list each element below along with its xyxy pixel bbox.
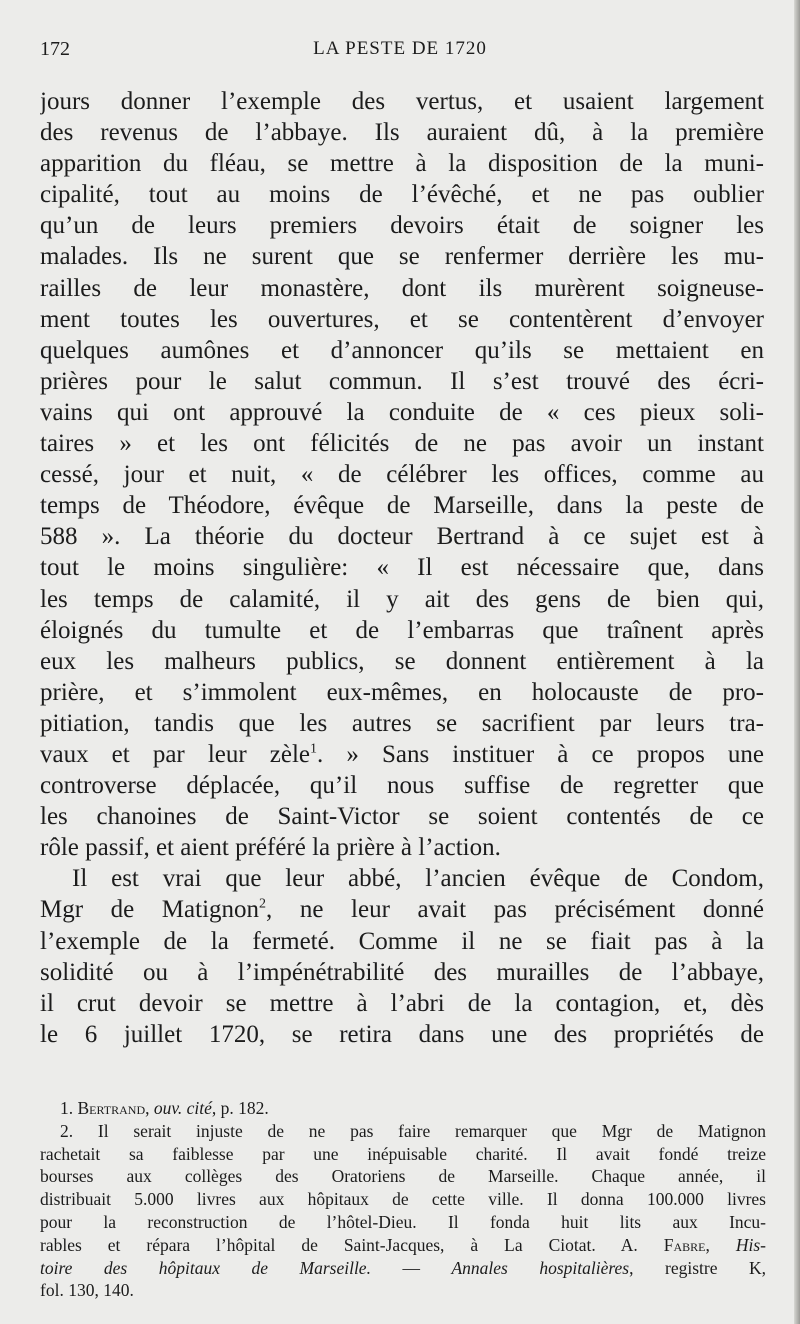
- text-line: malades. Ils ne surent que se renfermer derrière les mu-: [40, 243, 764, 271]
- footnote-2-line: bourses aux collèges des Oratoriens de Marseille. Chaque année, il: [40, 1166, 766, 1187]
- footnote-journal: Annales hospitalières: [451, 1257, 630, 1278]
- text-line: des revenus de l’abbaye. Ils auraient dû, à la première: [40, 119, 764, 147]
- text-line: vains qui ont approuvé la conduite de « ces pieux soli-: [40, 398, 764, 426]
- text-line: les chanoines de Saint-Victor se soient contentés de ce: [40, 803, 764, 831]
- text-line: prière, et s’immolent eux-mêmes, en holocauste de pro-: [40, 678, 764, 706]
- footnote-work: His-: [735, 1234, 766, 1255]
- footnote-ref-2[interactable]: 2: [259, 897, 267, 913]
- page-edge-shadow: [794, 0, 800, 1324]
- text-line: les temps de calamité, il y ait des gens de bien qui,: [40, 585, 764, 613]
- text-line: quelques aumônes et d’annoncer qu’ils se mettaient en: [40, 336, 764, 364]
- text-span: . » Sans instituer à ce propos une: [317, 740, 764, 768]
- text-line: éloignés du tumulte et de l’embarras que traînent après: [40, 616, 764, 644]
- text-line: qu’un de leurs premiers devoirs était de soigner les: [40, 212, 764, 240]
- footnote-author: Bertrand: [77, 1098, 146, 1118]
- text-line: [40, 739, 764, 770]
- footnote-work: toire des hôpitaux de Marseille.: [40, 1257, 371, 1278]
- text-line: le 6 juillet 1720, se retira dans une des propriétés de: [40, 1020, 764, 1048]
- text-line: cipalité, tout au moins de l’évêché, et ne pas oublier: [40, 181, 764, 209]
- footnote-2-line: fol. 130, 140.: [40, 1280, 134, 1301]
- text-line: apparition du fléau, se mettre à la disposition de la muni-: [40, 150, 764, 178]
- footnote-2-line: distribuait 5.000 livres aux hôpitaux de cette ville. Il donna 100.000 livres: [40, 1189, 766, 1210]
- footnote-2-line: 2. Il serait injuste de ne pas faire remarquer que Mgr de Matignon: [60, 1120, 766, 1141]
- text-line: Il est vrai que leur abbé, l’ancien évêque de Condom,: [72, 865, 764, 893]
- text-line: [40, 894, 764, 925]
- text-span: , p. 182.: [211, 1098, 269, 1118]
- text-line: pitiation, tandis que les autres se sacrifient par leurs tra-: [40, 709, 764, 737]
- text-span: Mgr de Matignon: [40, 896, 260, 924]
- text-span: —: [370, 1257, 452, 1278]
- body-text: [40, 86, 764, 1050]
- footnote-number: 1.: [60, 1098, 74, 1118]
- text-line: 588 ». La théorie du docteur Bertrand à ce sujet est à: [40, 523, 764, 551]
- footnote-2-line: [40, 1234, 766, 1257]
- footnote-work: ouv. cité: [153, 1098, 212, 1118]
- text-line: il crut devoir se mettre à l’abri de la contagion, et, dès: [40, 989, 764, 1017]
- footnote-ref-1[interactable]: 1: [310, 741, 318, 757]
- footnotes: [40, 1097, 766, 1302]
- text-span: vaux et par leur zèle: [40, 740, 311, 768]
- text-line: cessé, jour et nuit, « de célébrer les offices, comme au: [40, 461, 764, 489]
- footnote-1: [40, 1097, 766, 1120]
- text-line: ment toutes les ouvertures, et se contentèrent d’envoyer: [40, 305, 764, 333]
- footnote-author: Fabre: [663, 1234, 706, 1255]
- text-line: railles de leur monastère, dont ils murèrent soigneuse-: [40, 274, 764, 302]
- text-line: solidité ou à l’impénétrabilité des murailles de l’abbaye,: [40, 958, 764, 986]
- text-span: ,: [145, 1098, 150, 1118]
- text-span: , ne leur avait pas précisément donné: [266, 896, 764, 924]
- running-title: LA PESTE DE 1720: [313, 38, 487, 59]
- page-number: 172: [40, 38, 70, 60]
- text-span: ,: [705, 1234, 710, 1255]
- footnote-2-line: pour la reconstruction de l’hôtel-Dieu. Il fonda huit lits aux Incu-: [40, 1211, 766, 1232]
- text-line: jours donner l’exemple des vertus, et usaient largement: [40, 88, 764, 115]
- page-header: [40, 38, 760, 68]
- text-line: taires » et les ont félicités de ne pas avoir un instant: [40, 430, 764, 458]
- text-line: rôle passif, et aient préféré la prière à l’action.: [40, 834, 501, 862]
- footnote-2-line: [40, 1257, 766, 1280]
- text-line: tout le moins singulière: « Il est nécessaire que, dans: [40, 554, 764, 582]
- text-line: eux les malheurs publics, se donnent entièrement à la: [40, 647, 764, 675]
- footnote-2-line: rachetait sa faiblesse par une inépuisable charité. Il avait fondé treize: [40, 1143, 766, 1164]
- text-span: rables et répara l’hôpital de Saint-Jacques, à La Ciotat. A.: [40, 1234, 638, 1255]
- text-span: , registre K,: [629, 1257, 766, 1278]
- text-line: l’exemple de la fermeté. Comme il ne se fiait pas à la: [40, 927, 764, 955]
- text-line: temps de Théodore, évêque de Marseille, dans la peste de: [40, 492, 764, 520]
- text-line: controverse déplacée, qu’il nous suffise de regretter que: [40, 772, 764, 800]
- text-line: prières pour le salut commun. Il s’est trouvé des écri-: [40, 367, 764, 395]
